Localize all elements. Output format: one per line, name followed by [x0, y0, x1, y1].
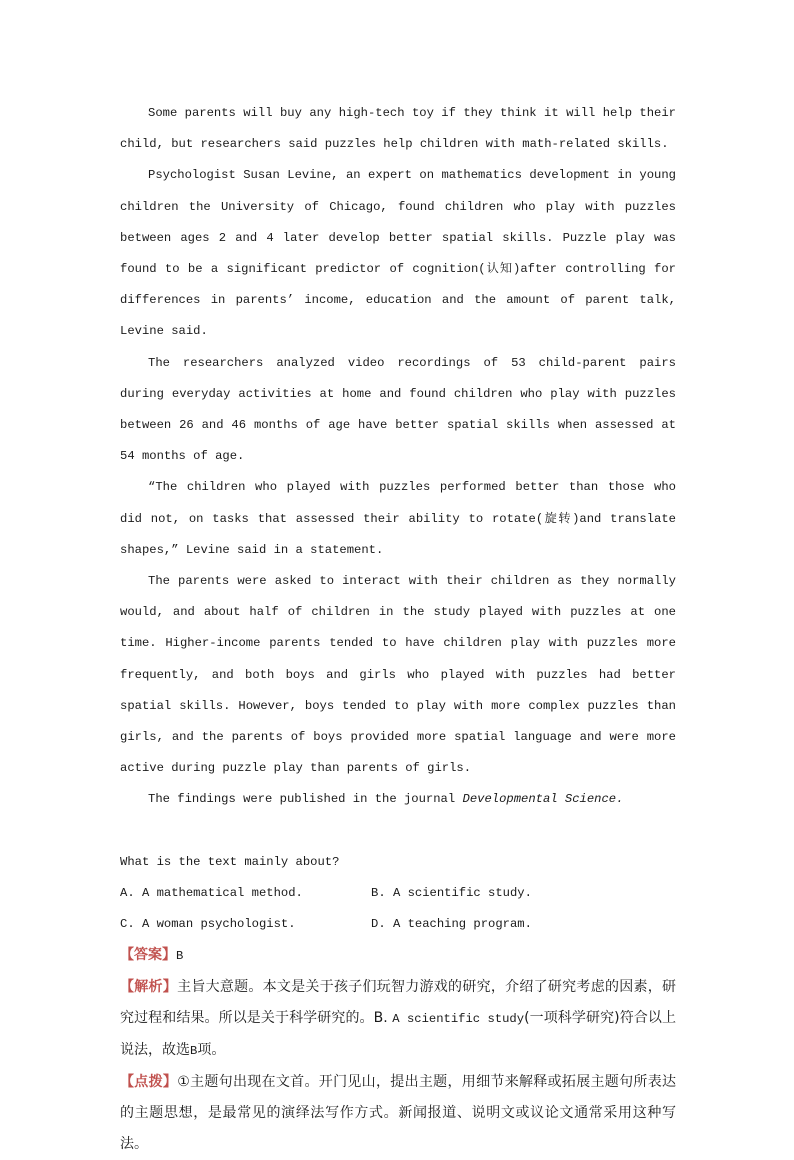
- passage-paragraph-6: [120, 784, 676, 815]
- analysis-letter: B: [190, 1043, 198, 1058]
- option-b: B. A scientific study.: [371, 885, 532, 900]
- option-d: D. A teaching program.: [371, 916, 532, 931]
- answer-value: B: [176, 948, 184, 963]
- document-page: [120, 98, 676, 1160]
- analysis-text-1: 主旨大意题。本文是关于孩子们玩智力游戏的研究，介绍了研究考虑的因素，研究过程和结果。所以是关于科学研究的。B.: [120, 978, 677, 1026]
- passage-paragraph-1: Some parents will buy any high-tech toy if they think it will help their child, but researchers said puzzles help children with math-related skills.: [120, 106, 676, 152]
- journal-name: Developmental Science.: [462, 792, 624, 807]
- findings-text: The findings were published in the journal: [148, 792, 463, 807]
- passage-paragraph-3: The researchers analyzed video recordings of 53 child-parent pairs during everyday activities at home and found children who play with puzzles between 26 and 46 months of age have better spatial skills when assessed at 54 months of age.: [120, 355, 676, 464]
- option-c: C. A woman psychologist.: [120, 916, 296, 931]
- answer-line: [120, 940, 676, 972]
- analysis-block: [120, 972, 676, 1067]
- analysis-english: A scientific study: [392, 1011, 525, 1026]
- tip-tag: 【点拨】: [120, 1073, 178, 1090]
- analysis-tag: 【解析】: [120, 978, 178, 995]
- passage-paragraph-5: The parents were asked to interact with their children as they normally would, and about half of children in the study played with puzzles at one time. Higher-income parents tended to have children play with puzzles more frequently, and both boys and girls who played with puzzles had better spatial skills. However, boys tended to play with more complex puzzles than girls, and the parents of boys provided more spatial language and were more active during puzzle play than parents of girls.: [120, 574, 676, 776]
- tip-text: ①主题句出现在文首。开门见山，提出主题，用细节来解释或拓展主题句所表达的主题思想，是最常见的演绎法写作方式。新闻报道、说明文或议论文通常采用这种写法。: [120, 1073, 677, 1152]
- analysis-text-3: 项。: [197, 1041, 226, 1058]
- question-block: [120, 847, 676, 940]
- passage-paragraph-4: “The children who played with puzzles performed better than those who did not, on tasks that assessed their ability to rotate(旋转)and translate shapes,” Levine said in a statement.: [120, 480, 676, 557]
- analysis-text-2: (一项科学研究)符合以上说法，故选: [120, 1009, 676, 1058]
- answer-tag: 【答案】: [120, 946, 176, 963]
- passage-paragraph-2: Psychologist Susan Levine, an expert on mathematics development in young children the University of Chicago, found children who play with puzzles between ages 2 and 4 later develop better spatial skills. Puzzle play was found to be a significant predictor of cognition(认知)after controlling for differences in parents’ income, education and the amount of parent talk, Levine said.: [120, 168, 676, 339]
- question-stem: What is the text mainly about?: [120, 854, 340, 869]
- option-a: A. A mathematical method.: [120, 885, 303, 900]
- question-options: [120, 878, 676, 940]
- tip-block: [120, 1067, 676, 1160]
